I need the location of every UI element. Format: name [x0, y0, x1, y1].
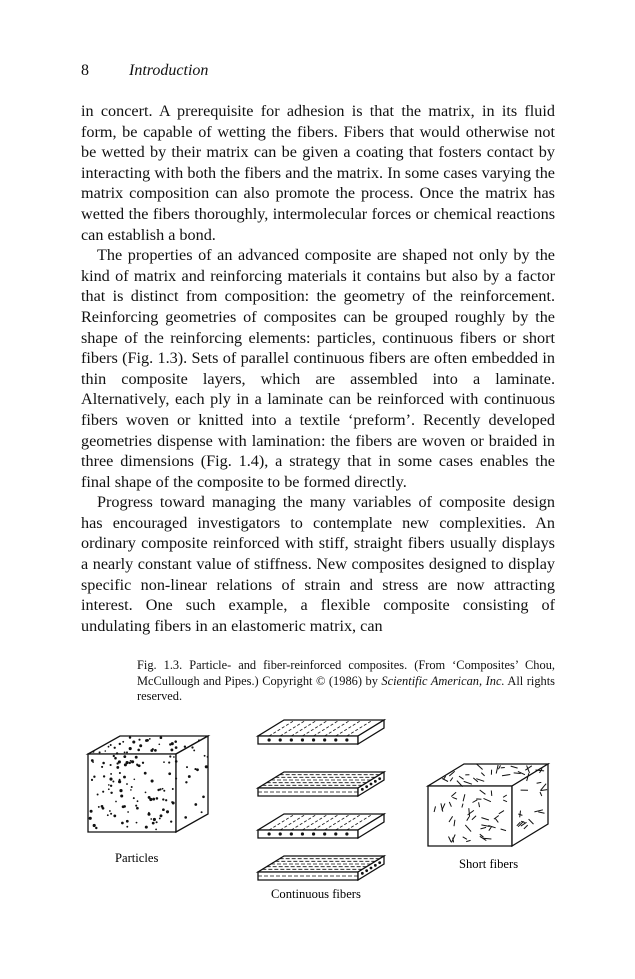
- body-text: [81, 101, 555, 636]
- particle-block: [88, 736, 208, 832]
- caption-text: Fig. 1.3. Particle- and fiber-reinforced composites. (From ‘Composites’ Chou, McCullough and Pipes.) Copyright © (1986) by: [137, 658, 555, 688]
- caption-tail: All rights reserved.: [137, 673, 555, 703]
- label-particles: Particles: [115, 851, 159, 865]
- label-short: Short fibers: [459, 857, 519, 871]
- running-title: Introduction: [129, 62, 209, 79]
- figure-caption: [137, 658, 555, 705]
- page-header: [81, 62, 208, 80]
- short-fiber-block: [428, 764, 548, 846]
- paragraph: The properties of an advanced composite are shaped not only by the kind of matrix and reinforcing materials it contains but also by a factor that is distinct from composition: the geometry of the reinforcement. Reinforcing geometries of composites can be grouped roughly by the shape of the reinforcing elements: particles, continuous fibers or short fibers (Fig. 1.3). Sets of parallel continuous fibers are often embedded in thin composite layers, which are assembled into a laminate. Alternatively, each ply in a laminate can be reinforced with continuous fibers woven or knitted into a textile ‘preform’. Recently developed geometries dispense with lamination: the fibers are woven or braided in three dimensions (Fig. 1.4), a strategy that in some cases enables the final shape of the composite to be formed directly.: [81, 246, 555, 491]
- paragraph: in concert. A prerequisite for adhesion is that the matrix, in its fluid form, be capable of wetting the fibers. Fibers that would otherwise not be wetted by their matrix can be given a coating that fosters contact by interacting with both the fibers and the matrix. In some cases varying the matrix composition can also promote the process. Once the matrix has wetted the fibers thoroughly, intermolecular forces or chemical reactions can establish a bond.: [81, 102, 555, 244]
- paragraph: Progress toward managing the many variables of composite design has encouraged investigators to contemplate new complexities. An ordinary composite reinforced with stiff, straight fibers usually displays a nearly constant value of stiffness. New composites designed to display specific non-linear relations of strain and stress are now attracting interest. One such example, a flexible composite consisting of undulating fibers in an elastomeric matrix, can: [81, 493, 555, 635]
- page-number: 8: [81, 62, 89, 79]
- composite-figure: [0, 710, 635, 910]
- laminate-stack: [258, 720, 384, 880]
- label-continuous: Continuous fibers: [271, 887, 361, 901]
- caption-italic: Scientific American, Inc.: [381, 673, 505, 688]
